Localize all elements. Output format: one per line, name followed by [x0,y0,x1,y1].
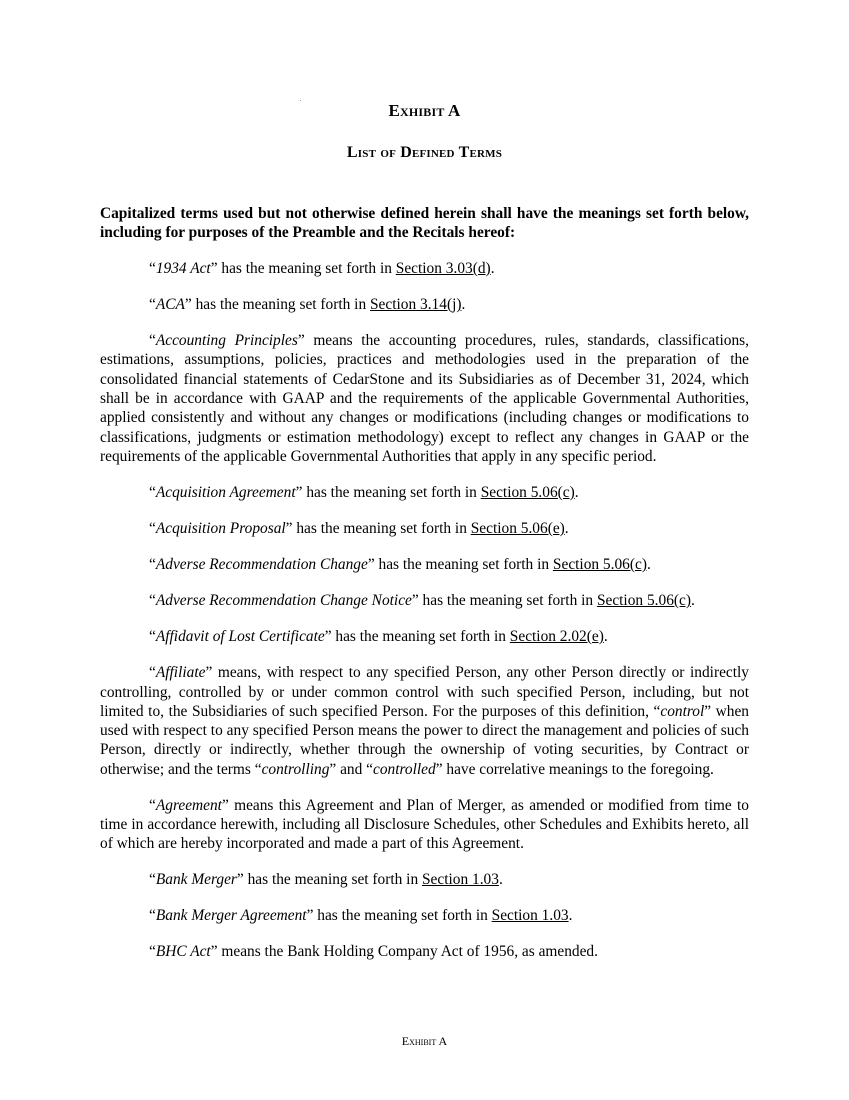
defined-term: Affiliate [155,664,206,682]
defined-term: Bank Merger Agreement [155,907,307,924]
defined-term: Accounting Principles [155,332,298,350]
section-reference: Section 3.03(d) [395,260,491,277]
exhibit-title: Exhibit A [388,101,461,120]
section-reference: Section 1.03 [491,907,569,924]
section-reference: Section 2.02(e) [509,628,604,646]
definitions-list [100,259,749,978]
section-reference: Section 5.06(c) [552,555,647,573]
defined-term: Agreement [155,796,222,814]
defined-term: control [660,702,705,720]
definition-bank-merger-agreement: “Bank Merger Agreement” has the meaning set forth in Section 1.03. [149,907,573,924]
defined-term: BHC Act [155,943,211,961]
defined-term: Adverse Recommendation Change Notice [155,592,412,610]
defined-term: Bank Merger [155,870,237,888]
definition-acquisition-proposal: “Acquisition Proposal” has the meaning set forth in Section 5.06(e). [149,519,569,537]
definition-affiliate: “Affiliate” means, with respect to any specified Person, any other Person directly or indirectly controlling, controlled by or under common control with such specified Person, including, but not limited to, the Subsidiaries of such specified Person. For the purposes of this definition, “control” when used with respect to any specified Person means the power to direct the management and policies of such Person, directly or indirectly, whether through the ownership of voting securities, by Contract or otherwise; and the terms “controlling” and “controlled” have correlative meanings to the foregoing. [100,664,749,778]
defined-term: ACA [155,296,185,314]
defined-term: Affidavit of Lost Certificate [155,628,325,646]
definition-agreement: “Agreement” means this Agreement and Plan of Merger, as amended or modified from time to time in accordance herewith, including all Disclosure Schedules, other Schedules and Exhibits hereto, all of which are hereby incorporated and made a part of this Agreement. [100,796,749,853]
definition-accounting-principles: “Accounting Principles” means the accounting procedures, rules, standards, classifications, estimations, assumptions, policies, practices and methodologies used in the preparation of the consolidated financial statements of CedarStone and its Subsidiaries as of December 31, 2024, which shall be in accordance with GAAP and the requirements of the applicable Governmental Authorities, applied consistently and without any changes or modifications (including changes or modifications to classifications, judgments or estimation methodology) except to reflect any changes in GAAP or the requirements of the applicable Governmental Authorities that apply in any specific period. [100,332,749,465]
section-reference: Section 3.14(j) [370,296,462,314]
intro-paragraph: Capitalized terms used but not otherwise defined herein shall have the meanings set forth below, including for purposes of the Preamble and the Recitals hereof: [100,205,749,241]
section-reference: Section 5.06(c) [480,483,575,501]
defined-term: Acquisition Proposal [155,519,286,537]
defined-term: controlled [373,760,436,778]
defined-term: controlling [261,760,330,778]
definition-adverse-recommendation-change-notice: “Adverse Recommendation Change Notice” has the meaning set forth in Section 5.06(c). [149,592,695,610]
definition-aca: “ACA” has the meaning set forth in Section 3.14(j). [149,296,466,314]
page-footer: Exhibit A [401,1034,448,1048]
definition-bhc-act: “BHC Act” means the Bank Holding Company Act of 1956, as amended. [149,943,598,961]
section-reference: Section 1.03 [421,870,499,888]
definition-adverse-recommendation-change: “Adverse Recommendation Change” has the meaning set forth in Section 5.06(c). [149,555,651,573]
definition-bank-merger: “Bank Merger” has the meaning set forth in Section 1.03. [149,870,503,888]
defined-term: Adverse Recommendation Change [155,555,368,573]
defined-term: Acquisition Agreement [155,483,296,501]
defined-term: 1934 Act [155,260,211,277]
definition-acquisition-agreement: “Acquisition Agreement” has the meaning set forth in Section 5.06(c). [149,483,579,501]
list-title: List of Defined Terms [346,144,503,161]
definition-1934-act: “1934 Act” has the meaning set forth in Section 3.03(d). [149,260,495,277]
definition-affidavit-of-lost-certificate: “Affidavit of Lost Certificate” has the meaning set forth in Section 2.02(e). [149,628,608,646]
section-reference: Section 5.06(c) [596,592,691,610]
section-reference: Section 5.06(e) [470,519,565,537]
